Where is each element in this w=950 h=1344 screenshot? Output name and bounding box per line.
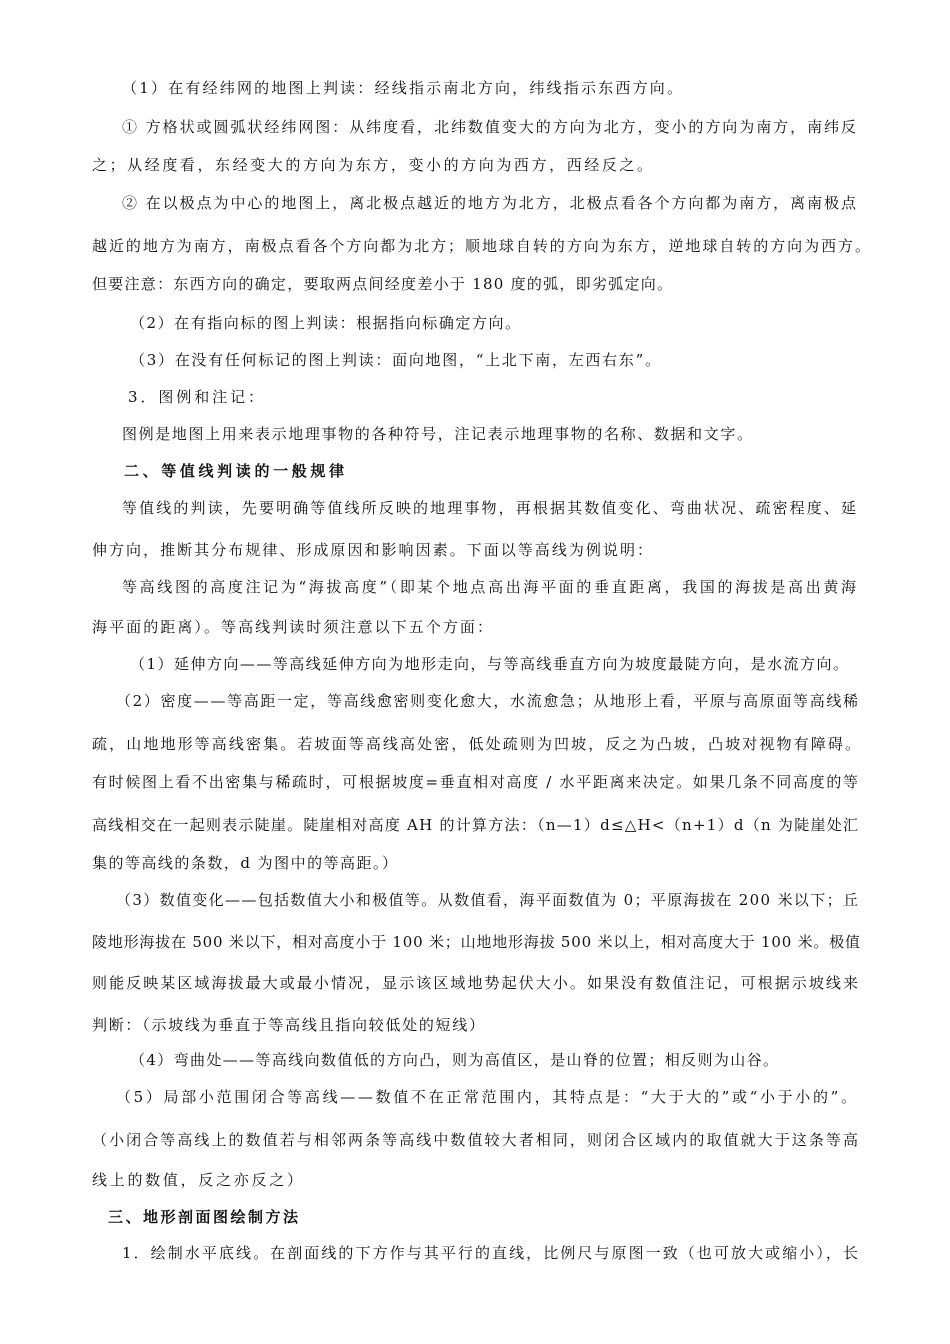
para-line: 有时候图上看不出密集与稀疏时，可根据坡度=垂直相对高度 / 水平距离来决定。如果几条不同高度的等 [92, 773, 860, 791]
para-line: （小闭合等高线上的数值若与相邻两条等高线中数值较大者相同，则闭合区域内的取值就大于这条等高 [92, 1131, 861, 1149]
para-line: 等值线的判读，先要明确等值线所反映的地理事物，再根据其数值变化、弯曲状况、疏密程度、延 [122, 499, 859, 517]
para-line: （1）在有经纬网的地图上判读：经线指示南北方向，纬线指示东西方向。 [122, 79, 685, 97]
para-line: 海平面的距离）。等高线判读时须注意以下五个方面： [92, 618, 495, 636]
para-line: 高线相交在一起则表示陡崖。陡崖相对高度 AH 的计算方法：（n—1）d≤△H<（n+1）d（n 为陡崖处汇 [92, 816, 860, 834]
para-line: （3）在没有任何标记的图上判读：面向地图，“上北下南，左西右东”。 [130, 351, 662, 369]
para-line: 陵地形海拔在 500 米以下，相对高度小于 100 米；山地地形海拔 500 米以上，相对高度大于 100 米。极值 [92, 933, 861, 951]
para-line: 判断：（示坡线为垂直于等高线且指向较低处的短线） [92, 1016, 486, 1034]
para-line: （2）在有指向标的图上判读：根据指向标确定方向。 [130, 314, 522, 332]
para-line: ② 在以极点为中心的地图上，离北极点越近的地方为北方，北极点看各个方向都为南方，离南极点 [122, 194, 858, 212]
para-line: （4）弯曲处——等高线向数值低的方向凸，则为高值区，是山脊的位置；相反则为山谷。 [130, 1051, 780, 1069]
para-line: 之；从经度看，东经变大的方向为东方，变小的方向为西方，西经反之。 [92, 156, 655, 174]
section-heading: 三、地形剖面图绘制方法 [108, 1208, 301, 1226]
para-line: 1．绘制水平底线。在剖面线的下方作与其平行的直线，比例尺与原图一致（也可放大或缩小），长 [122, 1244, 861, 1262]
para-line: 等高线图的高度注记为“海拔高度”（即某个地点高出海平面的垂直距离，我国的海拔是高出黄海 [122, 578, 859, 596]
para-line: ① 方格状或圆弧状经纬网图：从纬度看，北纬数值变大的方向为北方，变小的方向为南方，南纬反 [122, 118, 858, 136]
para-line: 但要注意：东西方向的确定，要取两点间经度差小于 180 度的弧，即劣弧定向。 [92, 275, 674, 293]
para-line: 线上的数值，反之亦反之） [92, 1171, 305, 1189]
para-line: 伸方向，推断其分布规律、形成原因和影响因素。下面以等高线为例说明： [92, 541, 655, 559]
para-line: 疏，山地地形等高线密集。若坡面等高线高处密，低处疏则为凹坡，反之为凸坡，凸坡对视物有障碍。 [92, 735, 863, 753]
para-line: （2）密度——等高距一定，等高线愈密则变化愈大，水流愈急；从地形上看，平原与高原面等高线稀 [116, 692, 860, 710]
para-line: 图例是地图上用来表示地理事物的各种符号，注记表示地理事物的名称、数据和文字。 [122, 425, 754, 443]
para-line: 集的等高线的条数，d 为图中的等高距。） [92, 854, 399, 872]
para-line: 越近的地方为南方，南极点看各个方向都为北方；顺地球自转的方向为东方，逆地球自转的方向为西方。 [92, 237, 872, 255]
section-heading: 二、等值线判读的一般规律 [124, 462, 348, 480]
para-line: 则能反映某区域海拔最大或最小情况，显示该区域地势起伏大小。如果没有数值注记，可根据示坡线来 [92, 974, 861, 992]
para-line: （1）延伸方向——等高线延伸方向为地形走向，与等高线垂直方向为坡度最陡方向，是水流方向。 [130, 655, 850, 673]
para-line: 3．图例和注记： [128, 388, 266, 406]
para-line: （3）数值变化——包括数值大小和极值等。从数值看，海平面数值为 0；平原海拔在 200 米以下；丘 [116, 891, 860, 909]
para-line: （5）局部小范围闭合等高线——数值不在正常范围内，其特点是：“大于大的”或“小于小的”。 [116, 1088, 859, 1106]
